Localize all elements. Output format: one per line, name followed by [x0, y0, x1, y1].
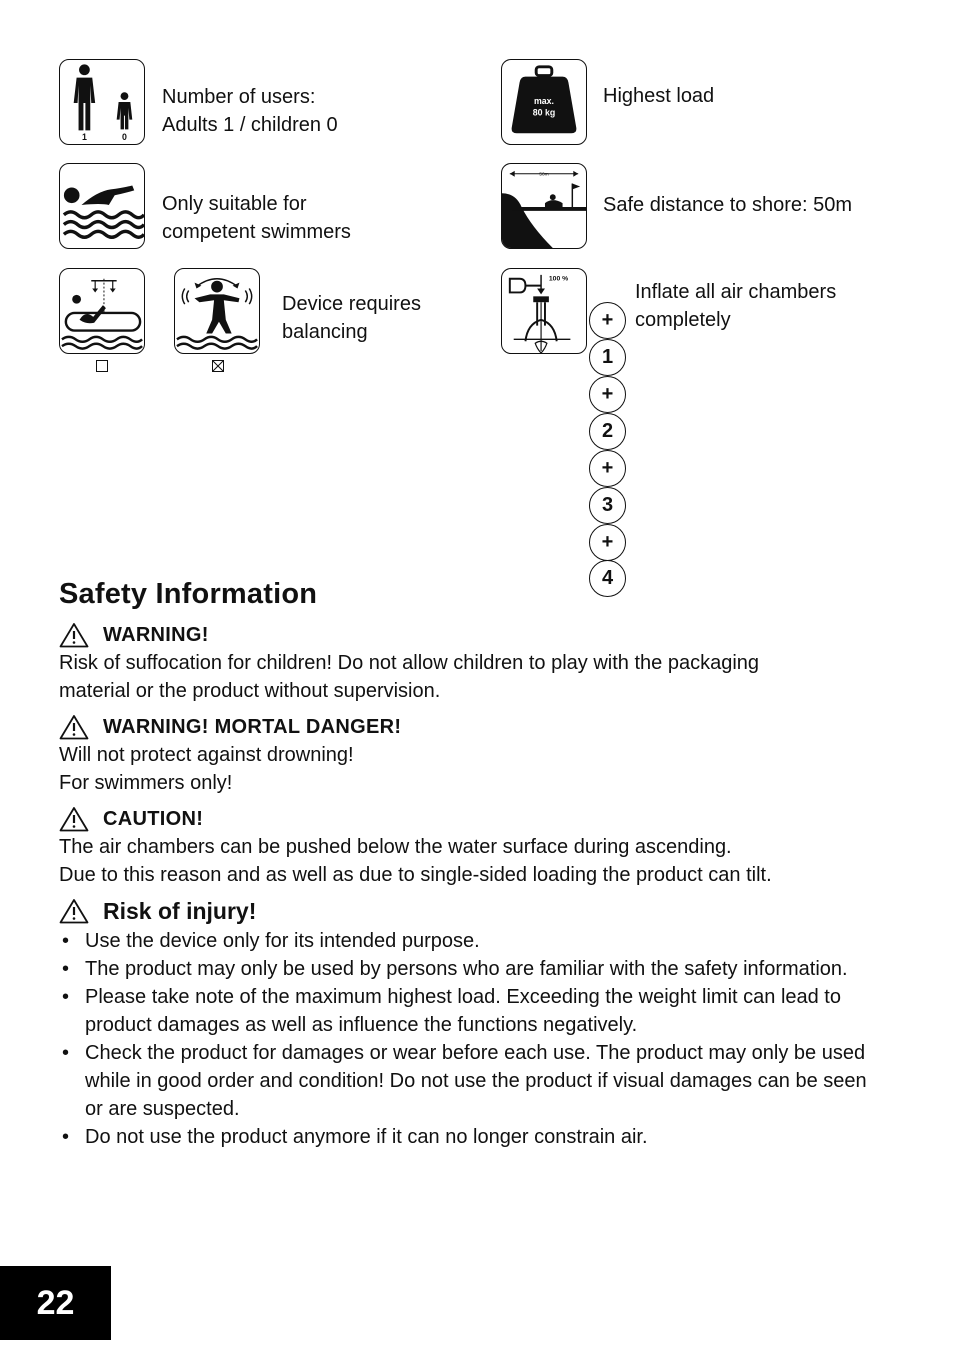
warning-triangle-icon: [59, 898, 89, 924]
inflate-step-plus-1: +: [589, 302, 626, 339]
warning-triangle-icon: [59, 622, 89, 648]
weight-value-text: 80 kg: [532, 107, 556, 118]
weight-icon: [501, 59, 587, 145]
list-item: • Do not use the product anymore if it can no longer constrain air.: [59, 1123, 879, 1151]
inflate-label: Inflate all air chambers completely: [635, 281, 837, 331]
list-item: • Check the product for damages or wear before each use. The product may only be used while in good order and condition! Do not use the product if visual damages can be seen or are suspected.: [59, 1039, 879, 1123]
balancing-label: Device requires balancing: [282, 293, 421, 343]
list-item: • The product may only be used by persons who are familiar with the safety information.: [59, 955, 879, 983]
list-item: • Use the device only for its intended purpose.: [59, 927, 879, 955]
caution-heading: [59, 805, 203, 833]
warning-triangle-icon: [59, 806, 89, 832]
inflate-percent-text: 100 %: [548, 275, 569, 283]
inflate-step-1: 1: [589, 339, 626, 376]
page-number: 22: [0, 1266, 111, 1340]
shore-label: Safe distance to shore: 50m: [603, 194, 853, 216]
shore-distance-icon: [501, 163, 587, 249]
section-title: Safety Information: [59, 578, 318, 610]
inflate-step-plus-3: +: [589, 450, 626, 487]
inflate-step-plus-2: +: [589, 376, 626, 413]
mortal-danger-title: WARNING! MORTAL DANGER!: [103, 715, 402, 738]
weight-max-text: max.: [533, 95, 555, 106]
mortal-danger-heading: [59, 713, 401, 741]
mortal-danger-text: Will not protect against drowning! For swimmers only!: [59, 744, 354, 794]
adult-count: 1: [81, 132, 87, 143]
injury-title: Risk of injury!: [103, 897, 257, 924]
inflate-step-4: 4: [589, 560, 626, 597]
list-item: • Please take note of the maximum highest load. Exceeding the weight limit can lead to product damages as well as influence the functions negatively.: [59, 983, 879, 1039]
injury-list: [59, 927, 879, 1151]
users-icon: [59, 59, 145, 145]
child-count: 0: [122, 132, 127, 143]
inflate-icon: [501, 268, 587, 354]
balance-good-icon: [174, 268, 260, 354]
warning-triangle-icon: [59, 714, 89, 740]
caution-text: The air chambers can be pushed below the water surface during ascending. Due to this reason and as well as due to single-sided loading the product can tilt.: [59, 836, 772, 886]
swimmers-label: Only suitable for competent swimmers: [162, 193, 351, 243]
inflate-step-plus-4: +: [589, 524, 626, 561]
warning-text: Risk of suffocation for children! Do not allow children to play with the packaging material or the product without supervision.: [59, 652, 760, 702]
warning-title: WARNING!: [103, 623, 209, 646]
balance-bad-checkbox: [96, 360, 108, 372]
balance-good-checkbox: [212, 360, 224, 372]
users-label: Number of users: Adults 1 / children 0: [162, 86, 338, 136]
swimmer-icon: [59, 163, 145, 249]
inflate-step-3: 3: [589, 487, 626, 524]
caution-title: CAUTION!: [103, 807, 204, 830]
load-label: Highest load: [603, 85, 715, 107]
injury-heading: [59, 897, 256, 925]
warning-heading: [59, 621, 209, 649]
inflate-step-2: 2: [589, 413, 626, 450]
balance-bad-icon: [59, 268, 145, 354]
shore-distance-text: 50m: [539, 172, 549, 178]
